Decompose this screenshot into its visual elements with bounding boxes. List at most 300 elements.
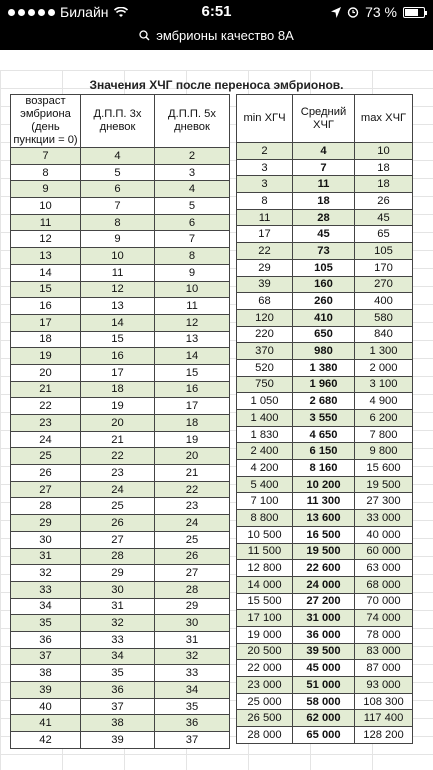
cell-dpp-5day: 18 [155, 415, 230, 432]
cell-embryo-age: 13 [11, 248, 81, 265]
cell-dpp-5day: 19 [155, 431, 230, 448]
cell-dpp-3day: 22 [81, 448, 155, 465]
table-row [11, 581, 230, 598]
table-row [237, 727, 413, 744]
table-row [11, 164, 230, 181]
table-row [237, 510, 413, 527]
cell-max-hcg: 15 600 [355, 460, 413, 477]
cell-max-hcg: 840 [355, 326, 413, 343]
cell-dpp-3day: 28 [81, 548, 155, 565]
cell-dpp-3day: 14 [81, 314, 155, 331]
cell-avg-hcg: 18 [293, 193, 355, 210]
cell-min-hcg: 520 [237, 359, 293, 376]
cell-max-hcg: 117 400 [355, 710, 413, 727]
cell-max-hcg: 74 000 [355, 610, 413, 627]
search-query[interactable]: эмбрионы качество 8А [156, 27, 294, 43]
table-row [237, 259, 413, 276]
search-bar[interactable] [0, 24, 433, 46]
cell-embryo-age: 39 [11, 682, 81, 699]
table-row [237, 410, 413, 427]
cell-embryo-age: 19 [11, 348, 81, 365]
cell-embryo-age: 18 [11, 331, 81, 348]
status-right [331, 4, 425, 20]
cell-dpp-3day: 29 [81, 565, 155, 582]
cell-max-hcg: 9 800 [355, 443, 413, 460]
table-row [237, 159, 413, 176]
cell-dpp-5day: 26 [155, 548, 230, 565]
location-arrow-icon [331, 7, 341, 18]
cell-max-hcg: 128 200 [355, 727, 413, 744]
cell-min-hcg: 8 [237, 193, 293, 210]
cell-max-hcg: 87 000 [355, 660, 413, 677]
cell-avg-hcg: 45 000 [293, 660, 355, 677]
cell-dpp-3day: 11 [81, 264, 155, 281]
table-row [11, 364, 230, 381]
cell-min-hcg: 11 [237, 209, 293, 226]
cell-embryo-age: 10 [11, 198, 81, 215]
cell-avg-hcg: 980 [293, 343, 355, 360]
table-row [11, 531, 230, 548]
cell-min-hcg: 17 [237, 226, 293, 243]
cell-embryo-age: 37 [11, 648, 81, 665]
cell-avg-hcg: 45 [293, 226, 355, 243]
cell-dpp-5day: 14 [155, 348, 230, 365]
table-row [237, 359, 413, 376]
search-icon [139, 30, 150, 41]
cell-embryo-age: 25 [11, 448, 81, 465]
cell-avg-hcg: 19 500 [293, 543, 355, 560]
cell-min-hcg: 120 [237, 309, 293, 326]
table-row [11, 631, 230, 648]
cell-max-hcg: 45 [355, 209, 413, 226]
cell-min-hcg: 23 000 [237, 677, 293, 694]
table-row [11, 682, 230, 699]
table-row [237, 243, 413, 260]
cell-embryo-age: 30 [11, 531, 81, 548]
cell-min-hcg: 5 400 [237, 476, 293, 493]
cell-max-hcg: 7 800 [355, 426, 413, 443]
cell-min-hcg: 20 500 [237, 643, 293, 660]
cell-max-hcg: 40 000 [355, 526, 413, 543]
cell-dpp-3day: 34 [81, 648, 155, 665]
cell-dpp-3day: 9 [81, 231, 155, 248]
cell-max-hcg: 27 300 [355, 493, 413, 510]
table-row [11, 381, 230, 398]
cell-embryo-age: 12 [11, 231, 81, 248]
cell-max-hcg: 18 [355, 176, 413, 193]
cell-dpp-3day: 17 [81, 364, 155, 381]
carrier-label: Билайн [60, 4, 109, 20]
table-row [237, 460, 413, 477]
table-row [237, 493, 413, 510]
table-row [11, 264, 230, 281]
cell-min-hcg: 28 000 [237, 727, 293, 744]
table-row [237, 643, 413, 660]
table-row [237, 143, 413, 160]
cell-dpp-3day: 35 [81, 665, 155, 682]
table-row [237, 309, 413, 326]
cell-dpp-3day: 19 [81, 398, 155, 415]
cell-avg-hcg: 260 [293, 293, 355, 310]
cell-min-hcg: 7 100 [237, 493, 293, 510]
table-row [237, 526, 413, 543]
cell-max-hcg: 270 [355, 276, 413, 293]
cell-min-hcg: 19 000 [237, 626, 293, 643]
cell-dpp-3day: 16 [81, 348, 155, 365]
cell-dpp-3day: 13 [81, 298, 155, 315]
cell-max-hcg: 19 500 [355, 476, 413, 493]
cell-embryo-age: 22 [11, 398, 81, 415]
table-row [11, 415, 230, 432]
cell-dpp-5day: 11 [155, 298, 230, 315]
table-row [11, 515, 230, 532]
cell-avg-hcg: 39 500 [293, 643, 355, 660]
table-row [11, 281, 230, 298]
cell-dpp-5day: 29 [155, 598, 230, 615]
table-row [237, 576, 413, 593]
cell-avg-hcg: 160 [293, 276, 355, 293]
cell-dpp-3day: 25 [81, 498, 155, 515]
cell-embryo-age: 27 [11, 481, 81, 498]
table-row [237, 426, 413, 443]
table-row [11, 181, 230, 198]
cell-avg-hcg: 410 [293, 309, 355, 326]
cell-dpp-3day: 33 [81, 631, 155, 648]
cell-embryo-age: 21 [11, 381, 81, 398]
cell-avg-hcg: 22 600 [293, 560, 355, 577]
cell-dpp-5day: 16 [155, 381, 230, 398]
cell-embryo-age: 15 [11, 281, 81, 298]
cell-embryo-age: 42 [11, 732, 81, 749]
cell-avg-hcg: 51 000 [293, 677, 355, 694]
cell-dpp-3day: 32 [81, 615, 155, 632]
table-row [237, 626, 413, 643]
cell-dpp-3day: 12 [81, 281, 155, 298]
table-title: Значения ХЧГ после переноса эмбрионов. [89, 78, 344, 92]
cell-embryo-age: 31 [11, 548, 81, 565]
header-dpp-3day: Д.П.П. 3х дневок [81, 95, 155, 148]
table-row [11, 331, 230, 348]
cell-min-hcg: 4 200 [237, 460, 293, 477]
cell-max-hcg: 65 [355, 226, 413, 243]
cell-min-hcg: 12 800 [237, 560, 293, 577]
cell-embryo-age: 9 [11, 181, 81, 198]
cell-max-hcg: 60 000 [355, 543, 413, 560]
table-row [11, 648, 230, 665]
cell-dpp-5day: 9 [155, 264, 230, 281]
cell-max-hcg: 18 [355, 159, 413, 176]
cell-avg-hcg: 4 [293, 143, 355, 160]
cell-dpp-3day: 18 [81, 381, 155, 398]
cell-dpp-5day: 2 [155, 148, 230, 165]
cell-embryo-age: 14 [11, 264, 81, 281]
cell-dpp-5day: 23 [155, 498, 230, 515]
header-dpp-5day: Д.П.П. 5х дневок [155, 95, 230, 148]
cell-avg-hcg: 13 600 [293, 510, 355, 527]
table-row [11, 698, 230, 715]
cell-avg-hcg: 7 [293, 159, 355, 176]
cell-dpp-5day: 8 [155, 248, 230, 265]
cell-max-hcg: 68 000 [355, 576, 413, 593]
cell-dpp-3day: 4 [81, 148, 155, 165]
cell-min-hcg: 68 [237, 293, 293, 310]
cell-dpp-5day: 37 [155, 732, 230, 749]
cell-dpp-3day: 6 [81, 181, 155, 198]
cell-dpp-5day: 36 [155, 715, 230, 732]
cell-avg-hcg: 105 [293, 259, 355, 276]
cell-min-hcg: 750 [237, 376, 293, 393]
cell-max-hcg: 170 [355, 259, 413, 276]
table-row [11, 398, 230, 415]
table-row [237, 343, 413, 360]
cell-max-hcg: 33 000 [355, 510, 413, 527]
cell-max-hcg: 10 [355, 143, 413, 160]
alarm-icon [347, 6, 359, 18]
cell-dpp-3day: 36 [81, 682, 155, 699]
cell-dpp-5day: 28 [155, 581, 230, 598]
table-row [237, 209, 413, 226]
cell-min-hcg: 22 [237, 243, 293, 260]
header-min-hcg: min ХГЧ [237, 95, 293, 143]
cell-dpp-3day: 26 [81, 515, 155, 532]
cell-embryo-age: 36 [11, 631, 81, 648]
table-row [11, 431, 230, 448]
cell-dpp-3day: 20 [81, 415, 155, 432]
cell-max-hcg: 1 300 [355, 343, 413, 360]
cell-dpp-5day: 3 [155, 164, 230, 181]
cell-dpp-3day: 27 [81, 531, 155, 548]
status-bar [0, 0, 433, 24]
table-row [11, 598, 230, 615]
table-row [11, 348, 230, 365]
table-row [237, 660, 413, 677]
table-row [237, 226, 413, 243]
table-row [11, 732, 230, 749]
table-row [237, 560, 413, 577]
table-row [11, 214, 230, 231]
cell-min-hcg: 39 [237, 276, 293, 293]
status-time: 6:51 [201, 3, 232, 20]
table-row [237, 376, 413, 393]
cell-min-hcg: 15 500 [237, 593, 293, 610]
table-row [237, 593, 413, 610]
cell-dpp-5day: 6 [155, 214, 230, 231]
cell-avg-hcg: 6 150 [293, 443, 355, 460]
cell-avg-hcg: 4 650 [293, 426, 355, 443]
cell-dpp-3day: 23 [81, 465, 155, 482]
cell-avg-hcg: 73 [293, 243, 355, 260]
cell-embryo-age: 11 [11, 214, 81, 231]
cell-avg-hcg: 27 200 [293, 593, 355, 610]
table-row [11, 248, 230, 265]
cell-embryo-age: 40 [11, 698, 81, 715]
table-row [11, 231, 230, 248]
cell-min-hcg: 3 [237, 159, 293, 176]
cell-embryo-age: 32 [11, 565, 81, 582]
cell-max-hcg: 26 [355, 193, 413, 210]
cell-dpp-5day: 25 [155, 531, 230, 548]
hcg-table-right [236, 94, 413, 744]
table-row [11, 314, 230, 331]
cell-max-hcg: 400 [355, 293, 413, 310]
cell-avg-hcg: 24 000 [293, 576, 355, 593]
cell-avg-hcg: 62 000 [293, 710, 355, 727]
cell-max-hcg: 78 000 [355, 626, 413, 643]
cell-max-hcg: 63 000 [355, 560, 413, 577]
cell-embryo-age: 7 [11, 148, 81, 165]
table-row [11, 665, 230, 682]
cell-max-hcg: 2 000 [355, 359, 413, 376]
cell-min-hcg: 220 [237, 326, 293, 343]
cell-dpp-3day: 30 [81, 581, 155, 598]
cell-min-hcg: 14 000 [237, 576, 293, 593]
table-row [237, 193, 413, 210]
cell-dpp-5day: 22 [155, 481, 230, 498]
cell-dpp-5day: 34 [155, 682, 230, 699]
cell-embryo-age: 29 [11, 515, 81, 532]
header-embryo-age: возраст эмбриона (день пункции = 0) [11, 95, 81, 148]
header-avg-hcg: Средний ХЧГ [293, 95, 355, 143]
cell-dpp-3day: 15 [81, 331, 155, 348]
cell-max-hcg: 93 000 [355, 677, 413, 694]
cell-min-hcg: 8 800 [237, 510, 293, 527]
battery-icon [403, 7, 425, 18]
cell-dpp-3day: 7 [81, 198, 155, 215]
cell-embryo-age: 8 [11, 164, 81, 181]
cell-avg-hcg: 650 [293, 326, 355, 343]
table-row [11, 198, 230, 215]
table-row [11, 498, 230, 515]
cell-dpp-5day: 24 [155, 515, 230, 532]
cell-embryo-age: 23 [11, 415, 81, 432]
cell-avg-hcg: 11 [293, 176, 355, 193]
cell-dpp-5day: 21 [155, 465, 230, 482]
table-row [11, 548, 230, 565]
cell-dpp-5day: 12 [155, 314, 230, 331]
cell-avg-hcg: 65 000 [293, 727, 355, 744]
table-row [11, 148, 230, 165]
cell-max-hcg: 108 300 [355, 693, 413, 710]
cell-dpp-5day: 7 [155, 231, 230, 248]
cell-min-hcg: 2 [237, 143, 293, 160]
cell-avg-hcg: 16 500 [293, 526, 355, 543]
table-row [11, 298, 230, 315]
cell-dpp-5day: 31 [155, 631, 230, 648]
cell-dpp-3day: 5 [81, 164, 155, 181]
cell-dpp-5day: 10 [155, 281, 230, 298]
cell-avg-hcg: 8 160 [293, 460, 355, 477]
table-row [237, 393, 413, 410]
cell-min-hcg: 26 500 [237, 710, 293, 727]
cell-max-hcg: 3 100 [355, 376, 413, 393]
cell-avg-hcg: 10 200 [293, 476, 355, 493]
cell-avg-hcg: 28 [293, 209, 355, 226]
table-row [11, 448, 230, 465]
table-row [11, 615, 230, 632]
table-row [237, 543, 413, 560]
cell-dpp-5day: 5 [155, 198, 230, 215]
cell-dpp-3day: 38 [81, 715, 155, 732]
cell-min-hcg: 1 050 [237, 393, 293, 410]
cell-max-hcg: 580 [355, 309, 413, 326]
cell-avg-hcg: 31 000 [293, 610, 355, 627]
cell-avg-hcg: 3 550 [293, 410, 355, 427]
cell-dpp-5day: 32 [155, 648, 230, 665]
table-row [237, 677, 413, 694]
cell-embryo-age: 24 [11, 431, 81, 448]
cell-min-hcg: 29 [237, 259, 293, 276]
table-row [237, 476, 413, 493]
table-row [237, 710, 413, 727]
table-row [237, 693, 413, 710]
cell-dpp-3day: 24 [81, 481, 155, 498]
cell-avg-hcg: 1 380 [293, 359, 355, 376]
cell-dpp-3day: 21 [81, 431, 155, 448]
cell-dpp-5day: 35 [155, 698, 230, 715]
cell-max-hcg: 70 000 [355, 593, 413, 610]
table-row [237, 326, 413, 343]
cell-embryo-age: 20 [11, 364, 81, 381]
cell-embryo-age: 33 [11, 581, 81, 598]
cell-min-hcg: 25 000 [237, 693, 293, 710]
cell-dpp-5day: 4 [155, 181, 230, 198]
cell-min-hcg: 10 500 [237, 526, 293, 543]
cell-dpp-3day: 8 [81, 214, 155, 231]
cell-avg-hcg: 11 300 [293, 493, 355, 510]
cell-min-hcg: 1 830 [237, 426, 293, 443]
battery-percent: 73 % [365, 4, 397, 20]
table-row [237, 176, 413, 193]
cell-min-hcg: 2 400 [237, 443, 293, 460]
table-row [237, 293, 413, 310]
table-row [237, 610, 413, 627]
cell-dpp-5day: 15 [155, 364, 230, 381]
cell-dpp-3day: 37 [81, 698, 155, 715]
cell-embryo-age: 16 [11, 298, 81, 315]
table-row [11, 715, 230, 732]
cell-embryo-age: 28 [11, 498, 81, 515]
cell-avg-hcg: 58 000 [293, 693, 355, 710]
cell-min-hcg: 11 500 [237, 543, 293, 560]
table-row [237, 276, 413, 293]
cell-dpp-5day: 33 [155, 665, 230, 682]
cell-min-hcg: 3 [237, 176, 293, 193]
cell-dpp-5day: 30 [155, 615, 230, 632]
cell-dpp-3day: 39 [81, 732, 155, 749]
table-row [11, 465, 230, 482]
cell-min-hcg: 22 000 [237, 660, 293, 677]
table-row [11, 481, 230, 498]
table-row [11, 565, 230, 582]
cell-dpp-5day: 17 [155, 398, 230, 415]
cell-dpp-3day: 31 [81, 598, 155, 615]
cell-max-hcg: 83 000 [355, 643, 413, 660]
cell-embryo-age: 17 [11, 314, 81, 331]
cell-dpp-5day: 20 [155, 448, 230, 465]
cell-embryo-age: 38 [11, 665, 81, 682]
cell-dpp-5day: 13 [155, 331, 230, 348]
cell-embryo-age: 35 [11, 615, 81, 632]
cell-min-hcg: 370 [237, 343, 293, 360]
cell-avg-hcg: 1 960 [293, 376, 355, 393]
cell-embryo-age: 26 [11, 465, 81, 482]
cell-avg-hcg: 2 680 [293, 393, 355, 410]
cell-min-hcg: 17 100 [237, 610, 293, 627]
cell-min-hcg: 1 400 [237, 410, 293, 427]
cell-max-hcg: 105 [355, 243, 413, 260]
cell-embryo-age: 41 [11, 715, 81, 732]
cell-dpp-3day: 10 [81, 248, 155, 265]
